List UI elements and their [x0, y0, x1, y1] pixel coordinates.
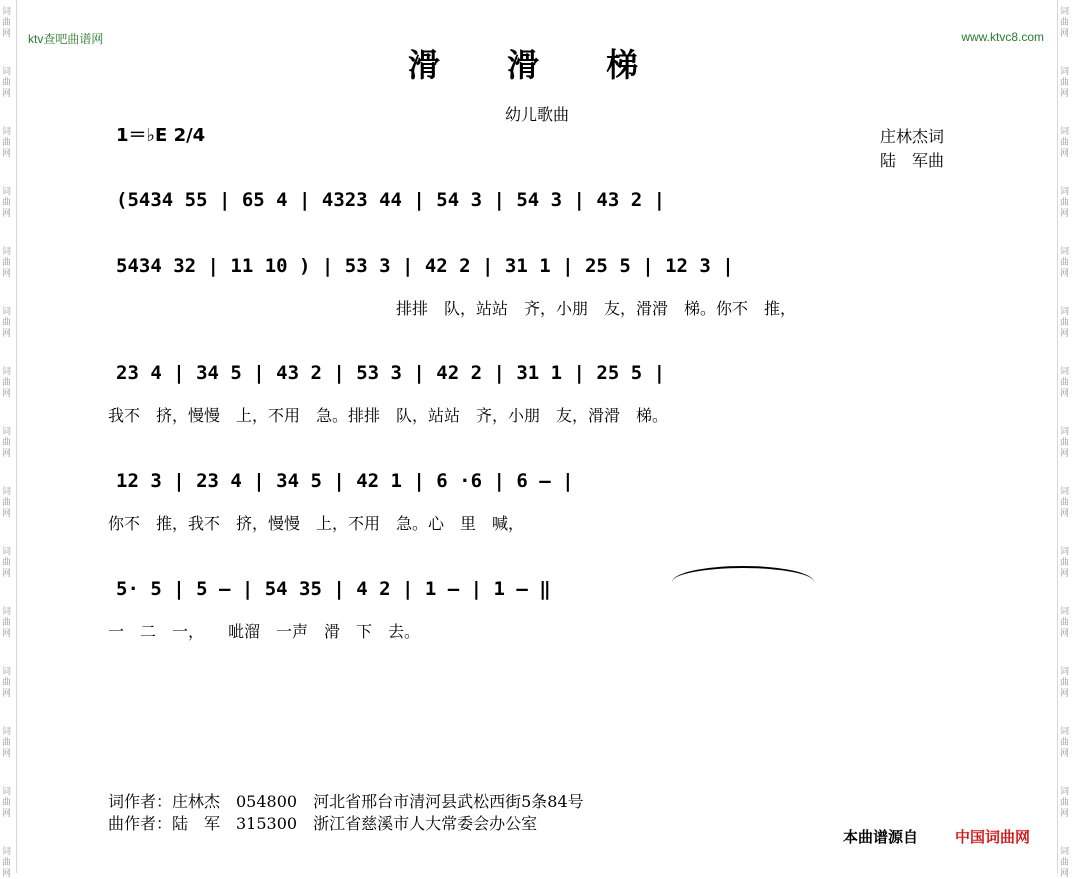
- watermark-glyph: 词: [1060, 787, 1070, 797]
- watermark-glyph: 曲: [2, 138, 12, 148]
- right-watermark-strip: [1057, 0, 1074, 879]
- watermark-glyph: 词: [2, 247, 12, 257]
- source-site-link[interactable]: 中国词曲网: [955, 828, 1031, 846]
- watermark-glyph: 网: [1060, 809, 1070, 819]
- header-site-right[interactable]: www.ktvc8.com: [961, 30, 1044, 44]
- music-row: 12 3 | 23 4 | 34 5 | 42 1 | 6 ·6 | 6 — |: [116, 470, 574, 492]
- watermark-glyph: 词: [2, 187, 12, 197]
- watermark-glyph: 词: [2, 667, 12, 677]
- lyrics-row: 一 二 一， 呲溜 一声 滑 下 去。: [108, 622, 421, 641]
- watermark-glyph: 词: [1060, 847, 1070, 857]
- watermark-glyph: 词: [2, 367, 12, 377]
- watermark-glyph: 网: [2, 269, 12, 279]
- watermark-glyph: 网: [2, 749, 12, 759]
- watermark-glyph: 曲: [2, 738, 12, 748]
- watermark-glyph: 曲: [2, 78, 12, 88]
- watermark-glyph: 曲: [1060, 78, 1070, 88]
- watermark-glyph: 曲: [1060, 138, 1070, 148]
- watermark-glyph: 词: [2, 127, 12, 137]
- song-subtitle: 幼儿歌曲: [504, 105, 569, 124]
- watermark-glyph: 词: [1060, 307, 1070, 317]
- music-row: 23 4 | 34 5 | 43 2 | 53 3 | 42 2 | 31 1 | 25 5 |: [116, 362, 666, 384]
- left-watermark-strip: [0, 0, 17, 879]
- watermark-glyph: 网: [1060, 209, 1070, 219]
- watermark-glyph: 网: [1060, 389, 1070, 399]
- watermark-glyph: 词: [1060, 727, 1070, 737]
- watermark-glyph: 网: [1060, 569, 1070, 579]
- watermark-glyph: 词: [1060, 67, 1070, 77]
- watermark-glyph: 词: [1060, 547, 1070, 557]
- watermark-glyph: 网: [1060, 629, 1070, 639]
- watermark-glyph: 网: [2, 809, 12, 819]
- watermark-glyph: 曲: [2, 618, 12, 628]
- watermark-glyph: 网: [2, 569, 12, 579]
- lyricist-address: 词作者：庄林杰 054800 河北省邢台市清河县武松西街5条84号: [108, 792, 584, 811]
- watermark-glyph: 词: [1060, 7, 1070, 17]
- watermark-glyph: 词: [2, 67, 12, 77]
- watermark-glyph: 词: [1060, 607, 1070, 617]
- watermark-glyph: 曲: [2, 858, 12, 868]
- header-site-left[interactable]: ktv查吧曲谱网: [28, 32, 104, 46]
- tie-arc: [672, 566, 814, 582]
- watermark-glyph: 曲: [1060, 558, 1070, 568]
- composer-address: 曲作者：陆 军 315300 浙江省慈溪市人大常委会办公室: [108, 814, 538, 833]
- watermark-glyph: 曲: [2, 198, 12, 208]
- watermark-glyph: 网: [1060, 149, 1070, 159]
- watermark-glyph: 网: [2, 869, 12, 879]
- music-row: 5434 32 | 11 10 ) | 53 3 | 42 2 | 31 1 | 25 5 | 12 3 |: [116, 255, 734, 277]
- watermark-glyph: 网: [1060, 269, 1070, 279]
- watermark-glyph: 曲: [2, 438, 12, 448]
- watermark-glyph: 网: [1060, 869, 1070, 879]
- watermark-glyph: 曲: [1060, 618, 1070, 628]
- key-signature: 1＝♭E 2/4: [116, 125, 206, 146]
- watermark-glyph: 网: [1060, 449, 1070, 459]
- watermark-glyph: 网: [2, 509, 12, 519]
- lyricist-credit: 庄林杰词: [880, 127, 945, 146]
- watermark-glyph: 网: [1060, 689, 1070, 699]
- song-title: 滑 滑 梯: [407, 46, 667, 84]
- watermark-glyph: 词: [1060, 427, 1070, 437]
- watermark-glyph: 词: [2, 787, 12, 797]
- watermark-glyph: 曲: [2, 678, 12, 688]
- watermark-glyph: 词: [1060, 367, 1070, 377]
- watermark-glyph: 网: [2, 389, 12, 399]
- watermark-glyph: 曲: [1060, 678, 1070, 688]
- watermark-glyph: 网: [2, 689, 12, 699]
- watermark-glyph: 词: [1060, 247, 1070, 257]
- watermark-glyph: 网: [2, 329, 12, 339]
- watermark-glyph: 网: [2, 629, 12, 639]
- watermark-glyph: 曲: [2, 558, 12, 568]
- music-row: (5434 55 | 65 4 | 4323 44 | 54 3 | 54 3 | 43 2 |: [116, 189, 666, 211]
- watermark-glyph: 词: [1060, 667, 1070, 677]
- watermark-glyph: 词: [1060, 487, 1070, 497]
- watermark-glyph: 网: [2, 449, 12, 459]
- watermark-glyph: 曲: [2, 378, 12, 388]
- watermark-glyph: 曲: [1060, 438, 1070, 448]
- watermark-glyph: 曲: [2, 18, 12, 28]
- watermark-glyph: 词: [2, 307, 12, 317]
- watermark-glyph: 曲: [1060, 738, 1070, 748]
- watermark-glyph: 网: [1060, 89, 1070, 99]
- watermark-glyph: 曲: [1060, 858, 1070, 868]
- lyrics-row: 你不 推，我不 挤，慢慢 上，不用 急。心 里 喊，: [108, 514, 525, 533]
- watermark-glyph: 网: [2, 149, 12, 159]
- watermark-glyph: 网: [2, 89, 12, 99]
- watermark-glyph: 曲: [1060, 798, 1070, 808]
- watermark-glyph: 网: [1060, 749, 1070, 759]
- music-row: 5· 5 | 5 — | 54 35 | 4 2 | 1 — | 1 — ‖: [116, 578, 551, 600]
- watermark-glyph: 网: [1060, 509, 1070, 519]
- watermark-glyph: 网: [1060, 329, 1070, 339]
- watermark-glyph: 网: [2, 209, 12, 219]
- watermark-glyph: 曲: [2, 798, 12, 808]
- lyrics-row: 我不 挤，慢慢 上，不用 急。排排 队，站站 齐，小朋 友，滑滑 梯。: [108, 406, 669, 425]
- watermark-glyph: 词: [1060, 187, 1070, 197]
- watermark-glyph: 词: [2, 727, 12, 737]
- watermark-glyph: 曲: [1060, 498, 1070, 508]
- watermark-glyph: 曲: [2, 318, 12, 328]
- watermark-glyph: 网: [1060, 29, 1070, 39]
- watermark-glyph: 词: [2, 847, 12, 857]
- watermark-glyph: 网: [2, 29, 12, 39]
- watermark-glyph: 词: [2, 547, 12, 557]
- watermark-glyph: 词: [2, 427, 12, 437]
- lyrics-row: 排排 队，站站 齐，小朋 友，滑滑 梯。你不 推，: [396, 299, 797, 318]
- watermark-glyph: 曲: [2, 498, 12, 508]
- watermark-glyph: 词: [1060, 127, 1070, 137]
- watermark-glyph: 曲: [1060, 378, 1070, 388]
- watermark-glyph: 曲: [1060, 258, 1070, 268]
- watermark-glyph: 曲: [1060, 318, 1070, 328]
- watermark-glyph: 词: [2, 487, 12, 497]
- watermark-glyph: 曲: [1060, 18, 1070, 28]
- watermark-glyph: 词: [2, 7, 12, 17]
- watermark-glyph: 词: [2, 607, 12, 617]
- watermark-glyph: 曲: [2, 258, 12, 268]
- source-label: 本曲谱源自: [843, 828, 919, 846]
- composer-credit: 陆 军曲: [880, 151, 945, 170]
- watermark-glyph: 曲: [1060, 198, 1070, 208]
